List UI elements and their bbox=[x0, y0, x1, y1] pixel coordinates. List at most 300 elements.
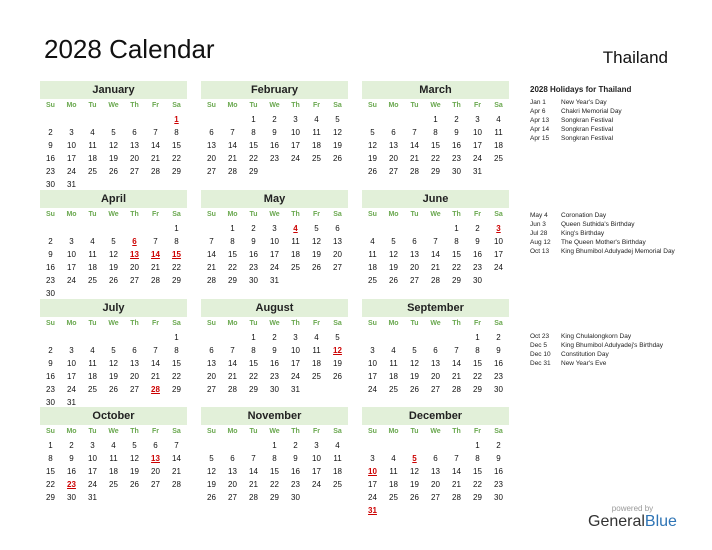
day-cell: 25 bbox=[389, 493, 398, 502]
empty-cell bbox=[404, 439, 425, 452]
day-cell: 13 bbox=[207, 141, 216, 150]
holiday-item bbox=[530, 107, 680, 116]
day-cell: 30 bbox=[249, 276, 258, 285]
weekday-label: Fr bbox=[474, 428, 481, 435]
month-header: December bbox=[362, 407, 509, 425]
empty-cell bbox=[383, 331, 404, 344]
weekday-label: Sa bbox=[494, 102, 503, 109]
weekday-label: Su bbox=[368, 102, 377, 109]
weekday-label: Mo bbox=[66, 320, 77, 327]
week-row bbox=[362, 165, 509, 178]
weekday-label: We bbox=[108, 102, 119, 109]
day-cell: 24 bbox=[291, 154, 300, 163]
day-cell: 7 bbox=[433, 237, 438, 246]
day-cell: 19 bbox=[130, 467, 139, 476]
day-cell: 26 bbox=[109, 385, 118, 394]
day-cell: 19 bbox=[333, 359, 342, 368]
day-cell: 21 bbox=[431, 263, 440, 272]
empty-cell bbox=[383, 222, 404, 235]
day-cell: 28 bbox=[452, 493, 461, 502]
empty-cell bbox=[362, 331, 383, 344]
weekday-label: Su bbox=[207, 102, 216, 109]
day-cell: 10 bbox=[270, 237, 279, 246]
holiday-date: Jan 1 bbox=[530, 99, 546, 106]
day-cell: 20 bbox=[207, 154, 216, 163]
day-cell: 8 bbox=[475, 346, 480, 355]
day-cell: 20 bbox=[130, 263, 139, 272]
day-cell: 2 bbox=[251, 224, 256, 233]
day-cell: 3 bbox=[475, 115, 480, 124]
weekday-row bbox=[362, 425, 509, 439]
day-cell: 27 bbox=[228, 493, 237, 502]
day-cell: 18 bbox=[88, 263, 97, 272]
day-cell: 5 bbox=[335, 333, 340, 342]
day-cell: 6 bbox=[132, 237, 137, 246]
day-cell: 27 bbox=[130, 276, 139, 285]
day-cell: 29 bbox=[452, 276, 461, 285]
day-cell: 6 bbox=[153, 441, 158, 450]
day-cell: 26 bbox=[333, 154, 342, 163]
day-cell: 13 bbox=[130, 359, 139, 368]
day-cell: 18 bbox=[368, 263, 377, 272]
weekday-label: Th bbox=[130, 428, 139, 435]
day-cell: 13 bbox=[207, 359, 216, 368]
day-cell: 17 bbox=[67, 154, 76, 163]
day-cell: 6 bbox=[209, 128, 214, 137]
day-cell: 20 bbox=[431, 372, 440, 381]
day-cell: 15 bbox=[473, 359, 482, 368]
week-row bbox=[362, 126, 509, 139]
day-cell: 10 bbox=[368, 359, 377, 368]
day-cell: 15 bbox=[473, 467, 482, 476]
empty-cell bbox=[201, 331, 222, 344]
week-row bbox=[362, 222, 509, 235]
day-cell: 23 bbox=[46, 276, 55, 285]
day-cell: 5 bbox=[209, 454, 214, 463]
holiday-name: The Queen Mother's Birthday bbox=[561, 239, 646, 246]
day-cell: 16 bbox=[249, 250, 258, 259]
holiday-item bbox=[530, 125, 680, 134]
day-cell: 15 bbox=[172, 250, 181, 259]
day-cell: 21 bbox=[452, 372, 461, 381]
day-cell: 9 bbox=[293, 454, 298, 463]
week-row bbox=[201, 383, 348, 396]
day-cell: 30 bbox=[291, 493, 300, 502]
day-cell: 28 bbox=[228, 167, 237, 176]
day-cell: 4 bbox=[496, 115, 501, 124]
day-cell: 1 bbox=[174, 115, 179, 124]
weekday-label: Th bbox=[130, 211, 139, 218]
day-cell: 4 bbox=[90, 346, 95, 355]
weekday-label: Mo bbox=[227, 428, 238, 435]
holiday-date: Aug 12 bbox=[530, 239, 551, 246]
day-cell: 4 bbox=[391, 454, 396, 463]
day-cell: 17 bbox=[67, 372, 76, 381]
day-cell: 9 bbox=[496, 346, 501, 355]
week-row bbox=[362, 370, 509, 383]
day-cell: 8 bbox=[251, 346, 256, 355]
weekday-label: Tu bbox=[249, 102, 258, 109]
day-cell: 3 bbox=[314, 441, 319, 450]
day-cell: 3 bbox=[69, 128, 74, 137]
empty-cell bbox=[404, 504, 425, 517]
day-cell: 19 bbox=[109, 263, 118, 272]
day-cell: 29 bbox=[249, 385, 258, 394]
day-cell: 7 bbox=[454, 454, 459, 463]
holiday-date: Dec 10 bbox=[530, 351, 551, 358]
day-cell: 8 bbox=[230, 237, 235, 246]
day-cell: 27 bbox=[207, 167, 216, 176]
day-cell: 4 bbox=[314, 333, 319, 342]
empty-cell bbox=[61, 222, 82, 235]
holiday-item bbox=[530, 238, 680, 247]
day-cell: 23 bbox=[473, 263, 482, 272]
weekday-label: Mo bbox=[388, 428, 399, 435]
day-cell: 18 bbox=[312, 141, 321, 150]
week-row bbox=[362, 465, 509, 478]
weekday-label: Su bbox=[207, 320, 216, 327]
day-cell: 19 bbox=[333, 141, 342, 150]
weekday-label: Fr bbox=[152, 102, 159, 109]
day-cell: 30 bbox=[46, 398, 55, 407]
day-cell: 14 bbox=[207, 250, 216, 259]
day-cell: 31 bbox=[473, 167, 482, 176]
weekday-label: Th bbox=[130, 102, 139, 109]
day-cell: 5 bbox=[111, 128, 116, 137]
day-cell: 1 bbox=[433, 115, 438, 124]
empty-cell bbox=[488, 165, 509, 178]
month-july bbox=[40, 299, 187, 409]
day-cell: 5 bbox=[412, 454, 417, 463]
empty-cell bbox=[103, 113, 124, 126]
week-row bbox=[40, 344, 187, 357]
day-cell: 14 bbox=[151, 141, 160, 150]
day-cell: 26 bbox=[130, 480, 139, 489]
day-cell: 4 bbox=[90, 128, 95, 137]
day-cell: 25 bbox=[88, 385, 97, 394]
day-cell: 7 bbox=[153, 128, 158, 137]
week-row bbox=[40, 478, 187, 491]
day-cell: 10 bbox=[67, 359, 76, 368]
week-row bbox=[201, 478, 348, 491]
empty-cell bbox=[103, 222, 124, 235]
empty-cell bbox=[285, 274, 306, 287]
day-cell: 23 bbox=[67, 480, 76, 489]
page-title: 2028 Calendar bbox=[44, 34, 215, 64]
day-cell: 4 bbox=[335, 441, 340, 450]
day-cell: 20 bbox=[228, 480, 237, 489]
day-cell: 27 bbox=[431, 385, 440, 394]
day-cell: 12 bbox=[410, 467, 419, 476]
weekday-label: Sa bbox=[333, 102, 342, 109]
week-row bbox=[362, 439, 509, 452]
week-row bbox=[201, 344, 348, 357]
holiday-name: Songkran Festival bbox=[561, 117, 614, 124]
day-cell: 8 bbox=[272, 454, 277, 463]
weekday-row bbox=[201, 425, 348, 439]
day-cell: 13 bbox=[410, 250, 419, 259]
day-cell: 16 bbox=[67, 467, 76, 476]
day-cell: 27 bbox=[431, 493, 440, 502]
day-cell: 4 bbox=[370, 237, 375, 246]
week-row bbox=[40, 439, 187, 452]
week-row bbox=[40, 452, 187, 465]
day-cell: 26 bbox=[368, 167, 377, 176]
day-cell: 28 bbox=[151, 385, 160, 394]
day-cell: 7 bbox=[174, 441, 179, 450]
empty-cell bbox=[40, 331, 61, 344]
day-cell: 13 bbox=[228, 467, 237, 476]
weekday-label: Tu bbox=[410, 102, 419, 109]
holiday-item bbox=[530, 211, 680, 220]
weekday-label: Th bbox=[452, 428, 461, 435]
empty-cell bbox=[124, 331, 145, 344]
day-cell: 6 bbox=[132, 346, 137, 355]
empty-cell bbox=[362, 439, 383, 452]
day-cell: 18 bbox=[88, 154, 97, 163]
day-cell: 1 bbox=[454, 224, 459, 233]
weekday-label: Th bbox=[291, 211, 300, 218]
day-cell: 5 bbox=[111, 346, 116, 355]
empty-cell bbox=[425, 331, 446, 344]
empty-cell bbox=[488, 504, 509, 517]
empty-cell bbox=[145, 113, 166, 126]
day-cell: 26 bbox=[207, 493, 216, 502]
day-cell: 29 bbox=[473, 493, 482, 502]
holiday-item bbox=[530, 350, 680, 359]
holiday-name: King's Birthday bbox=[561, 230, 605, 237]
weekday-label: Tu bbox=[249, 211, 258, 218]
day-cell: 14 bbox=[151, 359, 160, 368]
day-cell: 21 bbox=[410, 154, 419, 163]
holiday-item bbox=[530, 220, 680, 229]
day-cell: 7 bbox=[230, 346, 235, 355]
week-row bbox=[40, 126, 187, 139]
day-cell: 7 bbox=[153, 346, 158, 355]
empty-cell bbox=[103, 331, 124, 344]
weekday-label: Su bbox=[46, 320, 55, 327]
empty-cell bbox=[222, 439, 243, 452]
weekday-row bbox=[40, 208, 187, 222]
day-cell: 23 bbox=[452, 154, 461, 163]
weekday-label: Fr bbox=[474, 211, 481, 218]
holiday-date: Oct 13 bbox=[530, 248, 550, 255]
holiday-date: Oct 23 bbox=[530, 333, 550, 340]
day-cell: 13 bbox=[130, 141, 139, 150]
day-cell: 5 bbox=[335, 115, 340, 124]
weekday-label: Sa bbox=[494, 320, 503, 327]
weekday-label: Tu bbox=[88, 428, 97, 435]
holiday-group bbox=[530, 85, 680, 143]
day-cell: 30 bbox=[67, 493, 76, 502]
month-header: January bbox=[40, 81, 187, 99]
week-row bbox=[201, 126, 348, 139]
empty-cell bbox=[40, 113, 61, 126]
day-cell: 16 bbox=[494, 467, 503, 476]
day-cell: 21 bbox=[151, 372, 160, 381]
day-cell: 26 bbox=[410, 493, 419, 502]
day-cell: 9 bbox=[272, 128, 277, 137]
empty-cell bbox=[404, 331, 425, 344]
week-row bbox=[201, 248, 348, 261]
weekday-label: Th bbox=[291, 428, 300, 435]
day-cell: 12 bbox=[109, 250, 118, 259]
day-cell: 2 bbox=[272, 115, 277, 124]
day-cell: 3 bbox=[69, 237, 74, 246]
day-cell: 21 bbox=[452, 480, 461, 489]
holiday-item bbox=[530, 229, 680, 238]
week-row bbox=[40, 274, 187, 287]
day-cell: 31 bbox=[291, 385, 300, 394]
day-cell: 11 bbox=[389, 359, 398, 368]
weekday-label: Su bbox=[207, 428, 216, 435]
day-cell: 10 bbox=[473, 128, 482, 137]
day-cell: 13 bbox=[151, 454, 160, 463]
day-cell: 7 bbox=[230, 128, 235, 137]
weekday-label: Th bbox=[452, 320, 461, 327]
day-cell: 25 bbox=[333, 480, 342, 489]
day-cell: 5 bbox=[391, 237, 396, 246]
day-cell: 12 bbox=[207, 467, 216, 476]
holiday-item bbox=[530, 134, 680, 143]
day-cell: 5 bbox=[370, 128, 375, 137]
day-cell: 24 bbox=[67, 385, 76, 394]
day-cell: 20 bbox=[410, 263, 419, 272]
empty-cell bbox=[82, 331, 103, 344]
day-cell: 17 bbox=[291, 141, 300, 150]
day-cell: 14 bbox=[410, 141, 419, 150]
week-row bbox=[362, 235, 509, 248]
day-cell: 24 bbox=[67, 276, 76, 285]
week-row bbox=[362, 152, 509, 165]
day-cell: 24 bbox=[291, 372, 300, 381]
day-cell: 5 bbox=[412, 346, 417, 355]
weekday-label: Sa bbox=[172, 428, 181, 435]
day-cell: 8 bbox=[251, 128, 256, 137]
weekday-label: Mo bbox=[66, 428, 77, 435]
week-row bbox=[201, 452, 348, 465]
weekday-label: Fr bbox=[313, 320, 320, 327]
day-cell: 10 bbox=[494, 237, 503, 246]
day-cell: 16 bbox=[46, 154, 55, 163]
day-cell: 27 bbox=[389, 167, 398, 176]
day-cell: 4 bbox=[314, 115, 319, 124]
day-cell: 13 bbox=[389, 141, 398, 150]
week-row bbox=[201, 261, 348, 274]
day-cell: 19 bbox=[312, 250, 321, 259]
weekday-label: Su bbox=[46, 428, 55, 435]
day-cell: 28 bbox=[207, 276, 216, 285]
empty-cell bbox=[446, 504, 467, 517]
week-row bbox=[362, 452, 509, 465]
week-row bbox=[201, 331, 348, 344]
weekday-label: We bbox=[430, 211, 441, 218]
day-cell: 16 bbox=[46, 263, 55, 272]
day-cell: 13 bbox=[431, 359, 440, 368]
holiday-name: New Year's Day bbox=[561, 99, 607, 106]
weekday-label: Tu bbox=[88, 102, 97, 109]
day-cell: 31 bbox=[67, 398, 76, 407]
day-cell: 3 bbox=[293, 333, 298, 342]
holiday-item bbox=[530, 116, 680, 125]
day-cell: 28 bbox=[151, 167, 160, 176]
holiday-item bbox=[530, 341, 680, 350]
day-cell: 2 bbox=[454, 115, 459, 124]
empty-cell bbox=[327, 274, 348, 287]
holiday-date: Jul 28 bbox=[530, 230, 548, 237]
day-cell: 30 bbox=[46, 180, 55, 189]
day-cell: 27 bbox=[410, 276, 419, 285]
weekday-label: We bbox=[430, 102, 441, 109]
month-january bbox=[40, 81, 187, 191]
weekday-label: Sa bbox=[494, 428, 503, 435]
day-cell: 26 bbox=[312, 263, 321, 272]
brand-name bbox=[588, 513, 677, 531]
day-cell: 25 bbox=[291, 263, 300, 272]
day-cell: 11 bbox=[88, 359, 97, 368]
week-row bbox=[40, 165, 187, 178]
day-cell: 31 bbox=[67, 180, 76, 189]
weekday-label: Fr bbox=[313, 211, 320, 218]
weekday-label: Fr bbox=[313, 428, 320, 435]
weekday-label: Sa bbox=[172, 102, 181, 109]
empty-cell bbox=[124, 491, 145, 504]
day-cell: 13 bbox=[333, 237, 342, 246]
day-cell: 2 bbox=[496, 333, 501, 342]
holiday-date: Jun 3 bbox=[530, 221, 546, 228]
day-cell: 12 bbox=[389, 250, 398, 259]
day-cell: 21 bbox=[228, 372, 237, 381]
day-cell: 22 bbox=[172, 372, 181, 381]
holiday-date: Apr 6 bbox=[530, 108, 546, 115]
weekday-label: Mo bbox=[66, 102, 77, 109]
day-cell: 9 bbox=[69, 454, 74, 463]
week-row bbox=[40, 261, 187, 274]
day-cell: 29 bbox=[270, 493, 279, 502]
day-cell: 17 bbox=[291, 359, 300, 368]
weekday-label: We bbox=[430, 428, 441, 435]
day-cell: 6 bbox=[412, 237, 417, 246]
day-cell: 15 bbox=[172, 359, 181, 368]
day-cell: 30 bbox=[46, 289, 55, 298]
day-cell: 7 bbox=[251, 454, 256, 463]
day-cell: 2 bbox=[272, 333, 277, 342]
empty-cell bbox=[306, 165, 327, 178]
day-cell: 29 bbox=[431, 167, 440, 176]
day-cell: 28 bbox=[249, 493, 258, 502]
empty-cell bbox=[327, 383, 348, 396]
day-cell: 9 bbox=[475, 237, 480, 246]
weekday-row bbox=[40, 99, 187, 113]
holiday-name: Chakri Memorial Day bbox=[561, 108, 622, 115]
day-cell: 28 bbox=[452, 385, 461, 394]
day-cell: 21 bbox=[151, 154, 160, 163]
day-cell: 16 bbox=[494, 359, 503, 368]
day-cell: 13 bbox=[431, 467, 440, 476]
week-row bbox=[201, 235, 348, 248]
day-cell: 8 bbox=[174, 237, 179, 246]
week-row bbox=[362, 344, 509, 357]
empty-cell bbox=[103, 491, 124, 504]
empty-cell bbox=[327, 165, 348, 178]
day-cell: 12 bbox=[312, 237, 321, 246]
day-cell: 29 bbox=[46, 493, 55, 502]
day-cell: 24 bbox=[88, 480, 97, 489]
weekday-label: Mo bbox=[388, 211, 399, 218]
day-cell: 18 bbox=[494, 141, 503, 150]
weekday-row bbox=[362, 208, 509, 222]
day-cell: 28 bbox=[431, 276, 440, 285]
